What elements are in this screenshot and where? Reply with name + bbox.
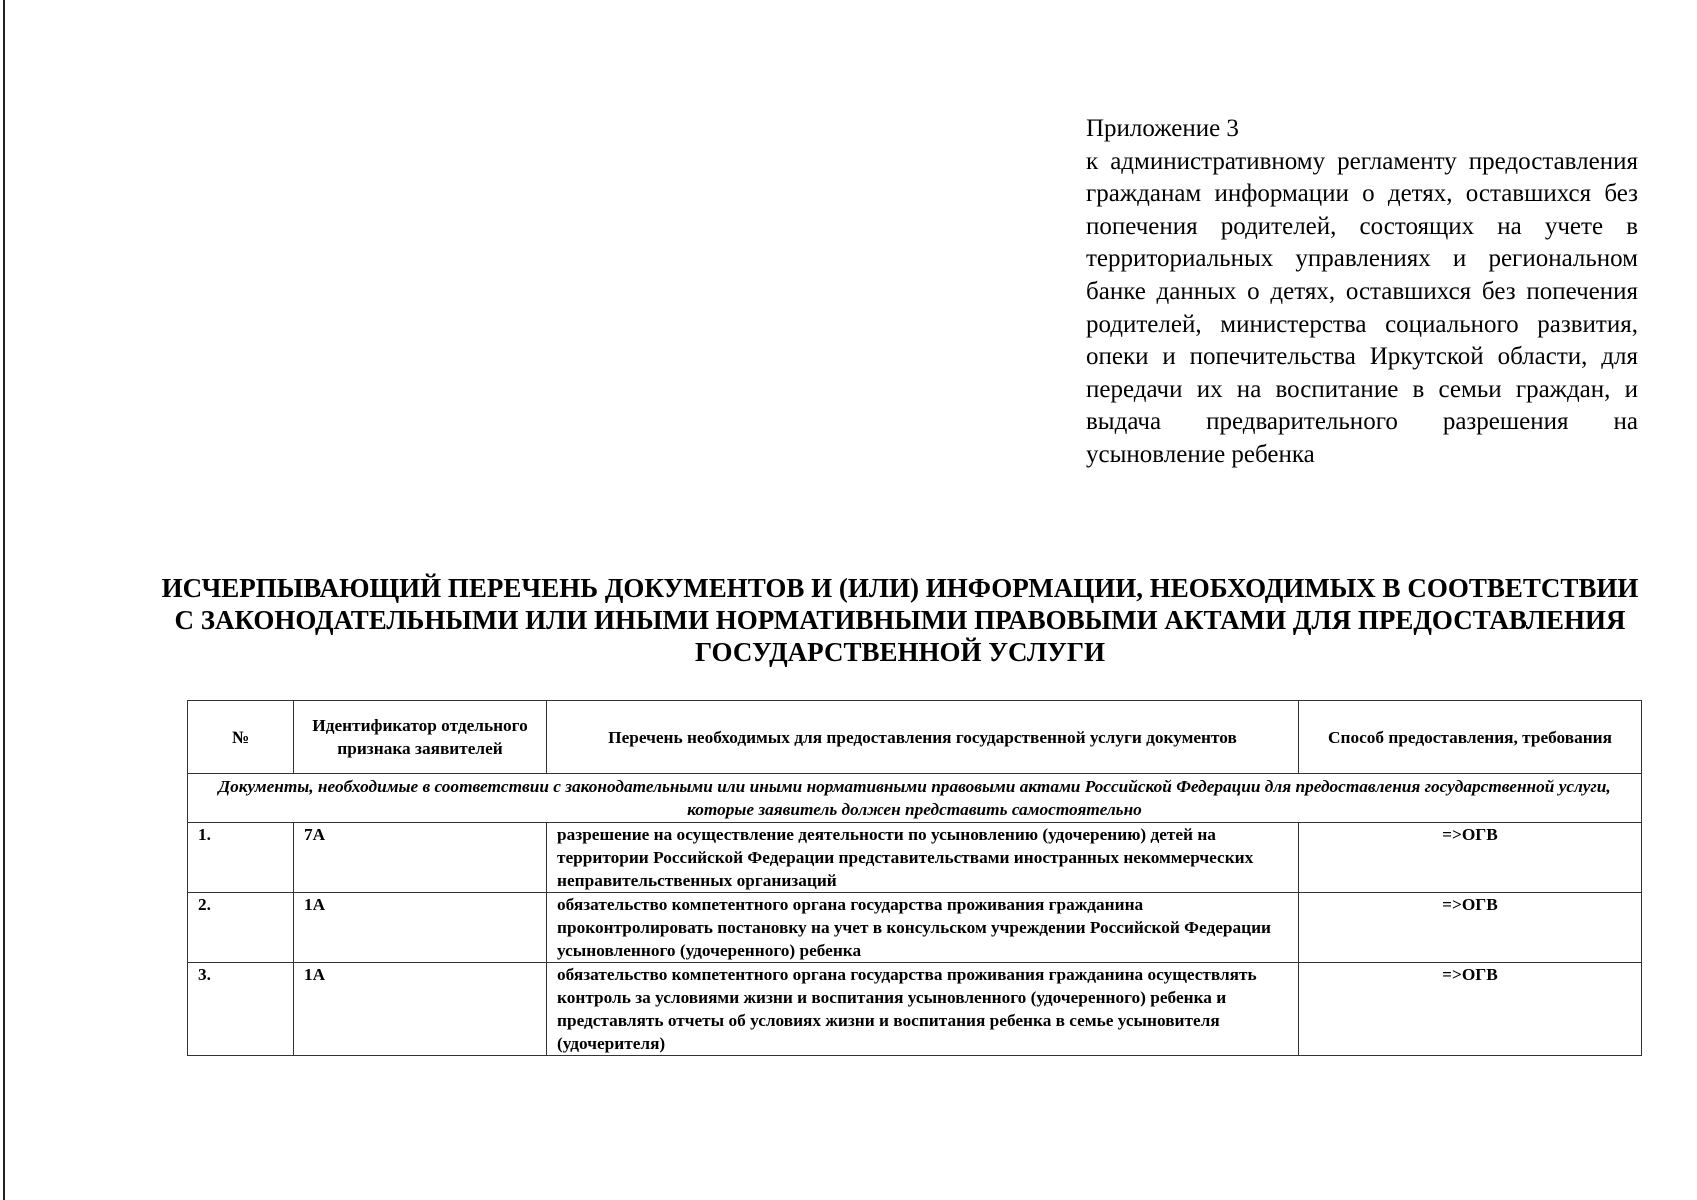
- documents-table: [187, 700, 1642, 1056]
- row-method: =>ОГВ: [1299, 893, 1642, 963]
- appendix-block: [1086, 113, 1638, 472]
- appendix-text: к административному регламенту предоставления гражданам информации о детях, оставшихся без попечения родителей, состоящих на учете в территориальных управлениях и региональном банке данных о детях, оставшихся без попечения родителей, министерства социального развития, опеки и попечительства Иркутской области, для передачи их на воспитание в семьи граждан, и выдача предварительного разрешения на усыновление ребенка: [1086, 147, 1638, 468]
- row-document: обязательство компетентного органа государства проживания гражданина осуществлять контроль за условиями жизни и воспитания усыновленного (удочеренного) ребенка и представлять отчеты об условиях жизни и воспитания ребенка в семье усыновителя (удочерителя): [547, 963, 1299, 1056]
- table-row: [188, 823, 1642, 893]
- document-heading: ИСЧЕРПЫВАЮЩИЙ ПЕРЕЧЕНЬ ДОКУМЕНТОВ И (ИЛИ) ИНФОРМАЦИИ, НЕОБХОДИМЫХ В СООТВЕТСТВИИ С ЗАКОНОДАТЕЛЬНЫМИ ИЛИ ИНЫМИ НОРМАТИВНЫМИ ПРАВОВЫМИ АКТАМИ ДЛЯ ПРЕДОСТАВЛЕНИЯ ГОСУДАРСТВЕННОЙ УСЛУГИ: [161, 573, 1639, 667]
- row-number: 2.: [188, 893, 294, 963]
- section-title: Документы, необходимые в соответствии с законодательными или иными нормативными правовыми актами Российской Федерации для предоставления государственной услуги, которые заявитель должен представить самостоятельно: [188, 774, 1642, 823]
- row-identifier: 1А: [294, 963, 547, 1056]
- table-row: [188, 963, 1642, 1056]
- table-row: [188, 893, 1642, 963]
- header-method: Способ предоставления, требования: [1299, 701, 1642, 774]
- row-method: =>ОГВ: [1299, 823, 1642, 893]
- row-number: 3.: [188, 963, 294, 1056]
- row-document: обязательство компетентного органа государства проживания гражданина проконтролировать постановку на учет в консульском учреждении Российской Федерации усыновленного (удочеренного) ребенка: [547, 893, 1299, 963]
- header-documents: Перечень необходимых для предоставления государственной услуги документов: [547, 701, 1299, 774]
- row-method: =>ОГВ: [1299, 963, 1642, 1056]
- row-identifier: 7А: [294, 823, 547, 893]
- row-number: 1.: [188, 823, 294, 893]
- header-identifier: Идентификатор отдельного признака заявителей: [294, 701, 547, 774]
- scan-edge-line: [3, 0, 5, 1200]
- table-header-row: [188, 701, 1642, 774]
- header-number: №: [188, 701, 294, 774]
- row-document: разрешение на осуществление деятельности по усыновлению (удочерению) детей на территории Российской Федерации представительствами иностранных некоммерческих неправительственных организаций: [547, 823, 1299, 893]
- appendix-title: Приложение 3: [1086, 115, 1239, 142]
- section-row: [188, 774, 1642, 823]
- row-identifier: 1А: [294, 893, 547, 963]
